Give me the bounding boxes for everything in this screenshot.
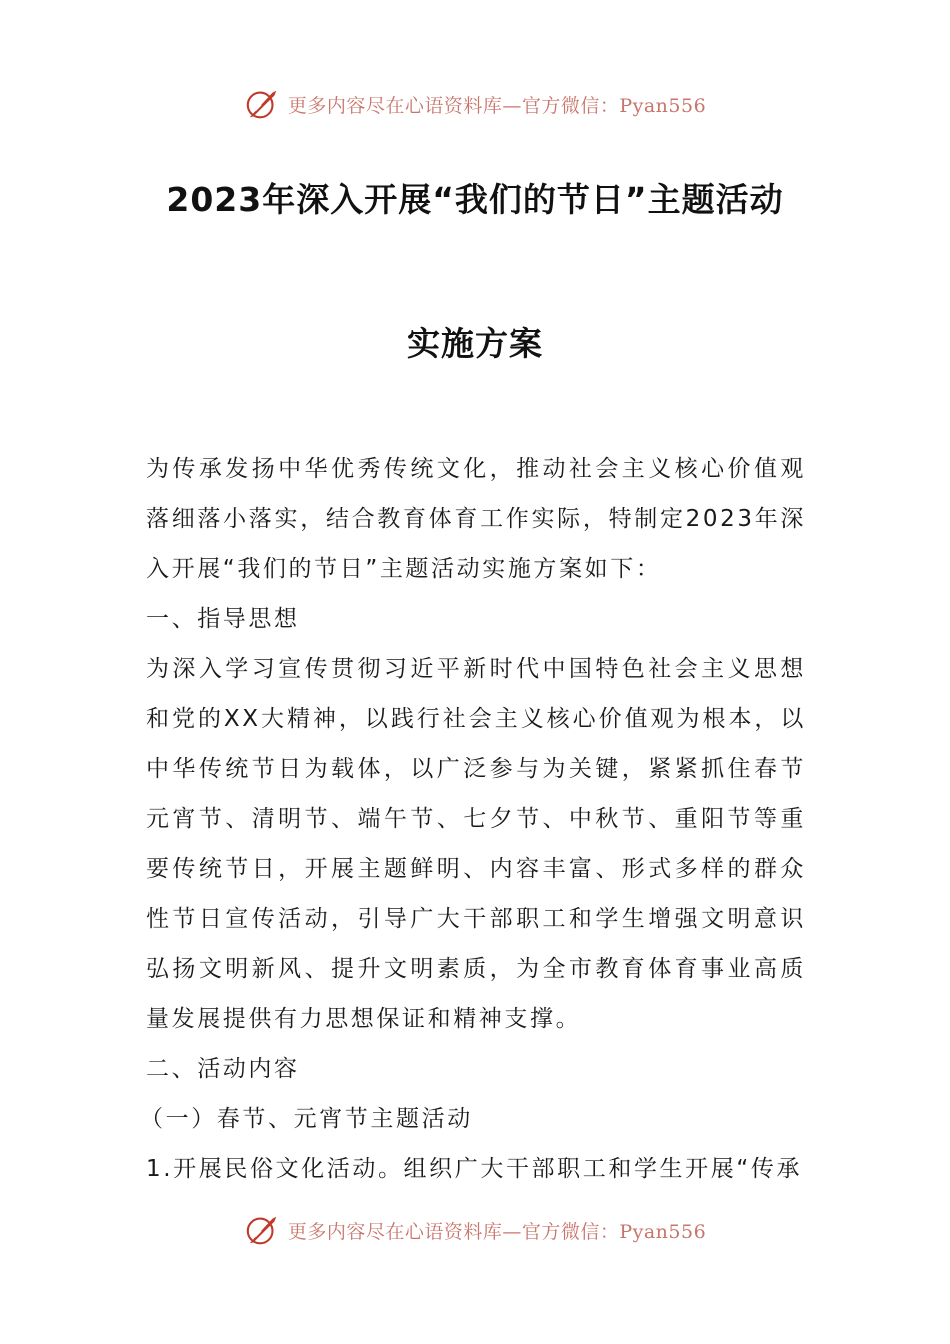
document-body xyxy=(140,444,806,1194)
watermark-banner-top xyxy=(0,84,950,124)
item-folk-culture-activity: 1.开展民俗文化活动。组织广大干部职工和学生开展“传承 xyxy=(146,1156,803,1182)
quill-logo-icon xyxy=(244,85,282,123)
watermark-text: 更多内容尽在心语资料库—官方微信：Pyan556 xyxy=(287,94,707,117)
watermark-banner-bottom xyxy=(0,1210,950,1250)
subsection-heading-spring-festival: （一）春节、元宵节主题活动 xyxy=(140,1106,473,1132)
page-title-line-2: 实施方案 xyxy=(407,324,543,363)
quill-logo-icon xyxy=(244,1211,282,1249)
guiding-ideology-paragraph: 为深入学习宣传贯彻习近平新时代中国特色社会主义思想和党的XX大精神，以践行社会主义核心价值观为根本，以中华传统节日为载体，以广泛参与为关键，紧紧抓住春节元宵节、清明节、端午节、七夕节、中秋节、重阳节等重要传统节日，开展主题鲜明、内容丰富、形式多样的群众性节日宣传活动，引导广大干部职工和学生增强文明意识弘扬文明新风、提升文明素质，为全市教育体育事业高质量发展提供有力思想保证和精神支撑。 xyxy=(146,656,806,1032)
watermark-text: 更多内容尽在心语资料库—官方微信：Pyan556 xyxy=(287,1220,707,1243)
page-title-line-1: 2023年深入开展“我们的节日”主题活动 xyxy=(166,180,784,219)
intro-paragraph: 为传承发扬中华优秀传统文化，推动社会主义核心价值观落细落小落实，结合教育体育工作实际，特制定2023年深入开展“我们的节日”主题活动实施方案如下： xyxy=(146,456,806,582)
section-heading-activity-content: 二、活动内容 xyxy=(146,1056,300,1082)
section-heading-guiding-ideology: 一、指导思想 xyxy=(146,606,300,632)
